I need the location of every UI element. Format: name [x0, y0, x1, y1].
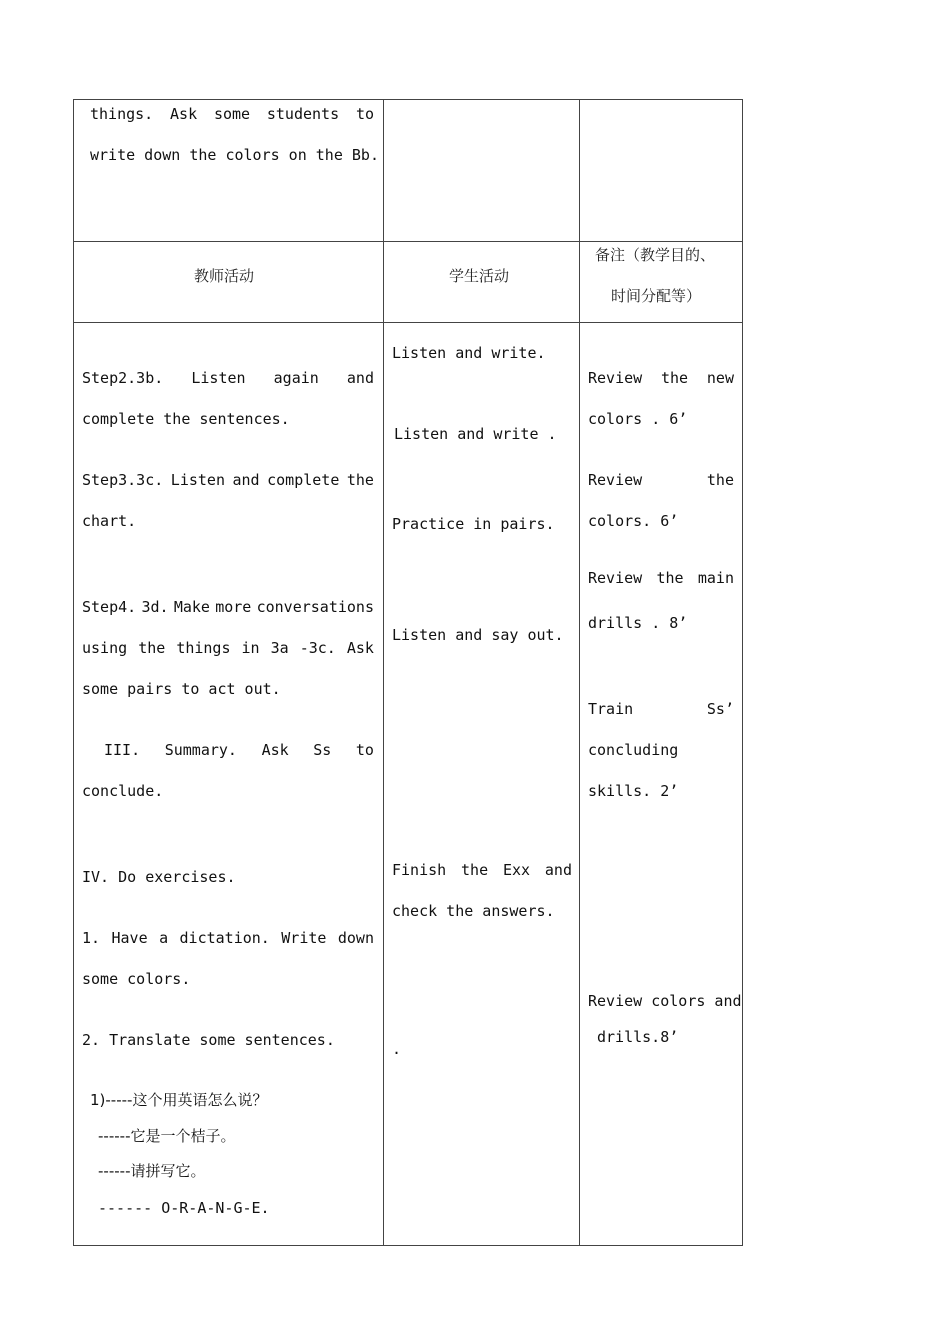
- header-notes-line-2: 时间分配等）: [611, 287, 702, 305]
- student-activity-cell: [384, 323, 580, 1246]
- note-5-line-2: drills.8’: [597, 1028, 679, 1046]
- note-2-line-1: Review the: [588, 471, 734, 489]
- step3-line-1: Step3.3c. Listen and complete the: [82, 471, 374, 489]
- translation-line-3: ------请拼写它。: [98, 1162, 206, 1180]
- header-row: [74, 242, 743, 323]
- body-row: [74, 323, 743, 1246]
- translation-line-4: ------ O-R-A-N-G-E.: [98, 1199, 270, 1217]
- note-2-line-2: colors. 6’: [588, 512, 679, 530]
- continuation-line-2: write down the colors on the Bb.: [90, 146, 379, 164]
- header-student: 学生活动: [449, 267, 510, 285]
- student-activity-1: Listen and write.: [392, 344, 546, 362]
- student-activity-6: .: [392, 1040, 402, 1058]
- note-3-line-1: Review the main: [588, 569, 734, 587]
- note-4-line-2: concluding: [588, 741, 679, 759]
- summary-line-1: III. Summary. Ask Ss to: [104, 741, 374, 759]
- student-activity-5-line-2: check the answers.: [392, 902, 555, 920]
- exercises-heading: IV. Do exercises.: [82, 868, 236, 886]
- continuation-teacher-cell: [74, 100, 384, 242]
- note-3-line-2: drills . 8’: [588, 614, 688, 632]
- continuation-student-cell: [384, 100, 580, 242]
- translation-line-2: ------它是一个桔子。: [98, 1127, 236, 1145]
- continuation-line-1: things. Ask some students to: [90, 105, 374, 123]
- lesson-plan-table: [73, 99, 743, 1246]
- note-4-line-3: skills. 2’: [588, 782, 679, 800]
- header-teacher: 教师活动: [194, 267, 255, 285]
- step2-line-2: complete the sentences.: [82, 410, 290, 428]
- header-teacher-cell: [74, 242, 384, 323]
- step4-line-3: some pairs to act out.: [82, 680, 281, 698]
- exercise-1-line-2: some colors.: [82, 970, 191, 988]
- note-5-line-1: Review colors and: [588, 992, 742, 1010]
- student-activity-3: Practice in pairs.: [392, 515, 555, 533]
- header-student-cell: [384, 242, 580, 323]
- student-activity-4: Listen and say out.: [392, 626, 564, 644]
- note-1-line-2: colors . 6’: [588, 410, 688, 428]
- note-4-line-1: Train Ss’: [588, 700, 734, 718]
- note-1-line-1: Review the new: [588, 369, 734, 387]
- continuation-notes-cell: [580, 100, 743, 242]
- notes-cell: [580, 323, 743, 1246]
- summary-line-2: conclude.: [82, 782, 164, 800]
- student-activity-5-line-1: Finish the Exx and: [392, 861, 572, 879]
- header-notes-cell: [580, 242, 743, 323]
- student-activity-2: Listen and write .: [394, 425, 557, 443]
- step2-line-1: Step2.3b. Listen again and: [82, 369, 374, 387]
- step4-line-2: using the things in 3a -3c. Ask: [82, 639, 374, 657]
- exercise-1-line-1: 1. Have a dictation. Write down: [82, 929, 374, 947]
- continuation-row: [74, 100, 743, 242]
- exercise-2: 2. Translate some sentences.: [82, 1031, 335, 1049]
- step3-line-2: chart.: [82, 512, 137, 530]
- step4-line-1: Step4. 3d. Make more conversations: [82, 598, 374, 616]
- header-notes-line-1: 备注（教学目的、: [595, 246, 716, 264]
- translation-line-1: 1)-----这个用英语怎么说？: [90, 1091, 268, 1109]
- teacher-activity-cell: [74, 323, 384, 1246]
